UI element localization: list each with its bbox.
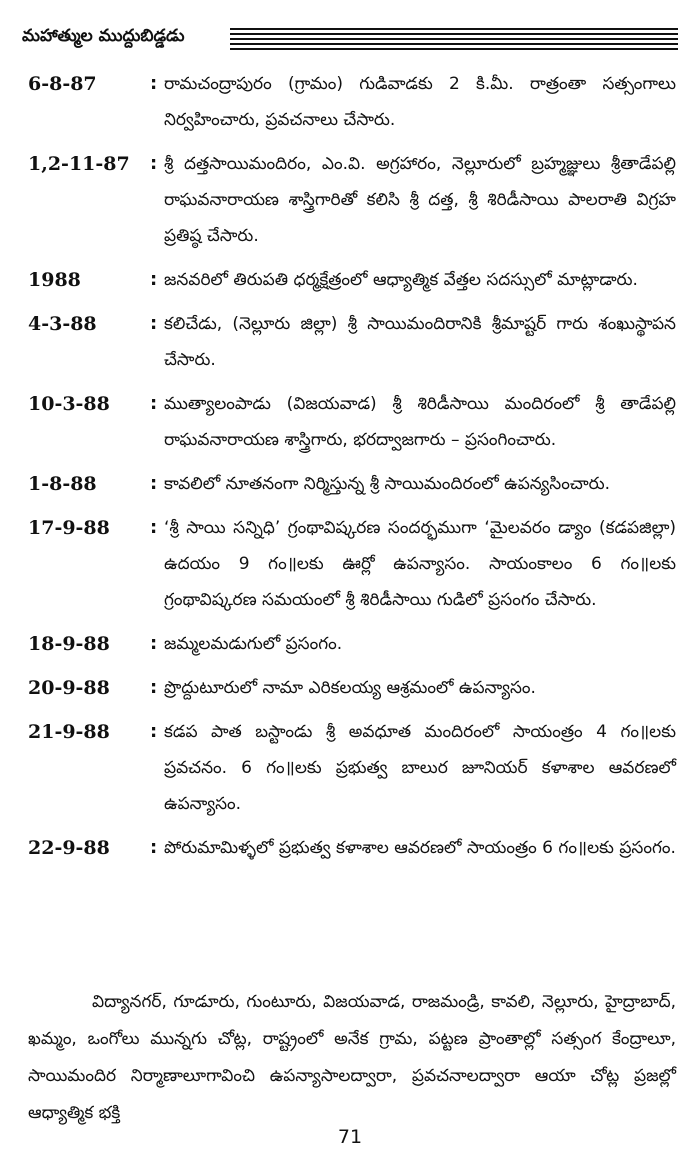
- header-rule-lines: [230, 28, 678, 52]
- entry-separator: :: [150, 633, 158, 654]
- entry-text: కావలిలో నూతనంగా నిర్మిస్తున్న శ్రీ సాయిమందిరంలో ఉపన్యసించారు.: [164, 474, 610, 494]
- entry-separator: :: [150, 677, 158, 698]
- running-header-title: మహాత్ముల ముద్దుబిడ్డడు: [22, 26, 185, 46]
- entry-text: కడప పాత బస్టాండు శ్రీ అవధూత మందిరంలో సాయంత్రం 4 గం॥లకు ప్రవచనం. 6 గం॥లకు ప్రభుత్వ బాలుర జూనియర్ కళాశాల ఆవరణలో ఉపన్యాసం.: [164, 722, 676, 814]
- chronology-entry: [28, 626, 676, 662]
- entry-date: 1988: [28, 269, 81, 291]
- entry-date: 17-9-88: [28, 517, 110, 539]
- entry-text: కలిచేడు, (నెల్లూరు జిల్లా) శ్రీ సాయిమందిరానికి శ్రీమాష్టర్ గారు శంఖుస్థాపన చేసారు.: [164, 314, 676, 370]
- entry-separator: :: [150, 153, 158, 174]
- chronology-list: [28, 66, 676, 874]
- chronology-entry: [28, 386, 676, 458]
- entry-text: శ్రీ దత్తసాయిమందిరం, ఎం.వి. అగ్రహారం, నెల్లూరులో బ్రహ్మజ్ఞులు శ్రీతాడేపల్లి రాఘవనారాయణ శాస్త్రిగారితో కలిసి శ్రీ దత్త, శ్రీ శిరిడీసాయి పాలరాతి విగ్రహ ప్రతిష్ఠ చేసారు.: [164, 154, 676, 246]
- chronology-entry: [28, 714, 676, 822]
- chronology-entry: [28, 306, 676, 378]
- entry-date: 4-3-88: [28, 313, 97, 335]
- entry-date: 1-8-88: [28, 473, 97, 495]
- entry-separator: :: [150, 313, 158, 334]
- body-paragraph: విద్యానగర్, గూడూరు, గుంటూరు, విజయవాడ, రాజమండ్రి, కావలి, నెల్లూరు, హైద్రాబాద్, ఖమ్మం, ఒంగోలు మున్నగు చోట్ల, రాష్ట్రంలో అనేక గ్రామ, పట్టణ ప్రాంతాల్లో సత్సంగ కేంద్రాలూ, సాయిమందిర నిర్మాణాలూగావించి ఉపన్యాసాలద్వారా, ప్రవచనాలద్వారా ఆయా చోట్ల ప్రజల్లో ఆధ్యాత్మిక భక్తి: [28, 992, 676, 1123]
- entry-text: ప్రొద్దుటూరులో నామా ఎరికలయ్య ఆశ్రమంలో ఉపన్యాసం.: [164, 678, 536, 698]
- entry-separator: :: [150, 473, 158, 494]
- page-number: 71: [337, 1126, 363, 1148]
- chronology-entry: [28, 146, 676, 254]
- entry-date: 6-8-87: [28, 73, 97, 95]
- entry-date: 10-3-88: [28, 393, 110, 415]
- entry-text: జనవరిలో తిరుపతి ధర్మక్షేత్రంలో ఆధ్యాత్మిక వేత్తల సదస్సులో మాట్లాడారు.: [164, 270, 638, 290]
- entry-text: ముత్యాలంపాడు (విజయవాడ) శ్రీ శిరిడీసాయి మందిరంలో శ్రీ తాడేపల్లి రాఘవనారాయణ శాస్త్రిగారు, భరద్వాజగారు – ప్రసంగించారు.: [164, 394, 676, 450]
- entry-separator: :: [150, 269, 158, 290]
- entry-separator: :: [150, 837, 158, 858]
- entry-date: 1,2-11-87: [28, 153, 130, 175]
- entry-date: 20-9-88: [28, 677, 110, 699]
- entry-text: పోరుమామిళ్ళలో ప్రభుత్వ కళాశాల ఆవరణలో సాయంత్రం 6 గం॥లకు ప్రసంగం.: [164, 838, 676, 858]
- chronology-entry: [28, 670, 676, 706]
- chronology-entry: [28, 66, 676, 138]
- entry-date: 22-9-88: [28, 837, 110, 859]
- entry-separator: :: [150, 721, 158, 742]
- entry-text: ‘శ్రీ సాయి సన్నిధి’ గ్రంథావిష్కరణ సందర్భముగా ‘మైలవరం డ్యాం (కడపజిల్లా) ఉదయం 9 గం॥లకు ఊర్లో ఉపన్యాసం. సాయంకాలం 6 గం॥లకు గ్రంథావిష్కరణ సమయంలో శ్రీ శిరిడీసాయి గుడిలో ప్రసంగం చేసారు.: [164, 518, 676, 610]
- entry-date: 21-9-88: [28, 721, 110, 743]
- entry-text: జమ్మలమడుగులో ప్రసంగం.: [164, 634, 343, 654]
- chronology-entry: [28, 510, 676, 618]
- chronology-entry: [28, 466, 676, 502]
- entry-separator: :: [150, 73, 158, 94]
- entry-separator: :: [150, 393, 158, 414]
- entry-text: రామచంద్రాపురం (గ్రామం) గుడివాడకు 2 కి.మీ. రాత్రంతా సత్సంగాలు నిర్వహించారు, ప్రవచనాలు చేసారు.: [164, 74, 676, 130]
- entry-date: 18-9-88: [28, 633, 110, 655]
- chronology-entry: [28, 262, 676, 298]
- chronology-entry: [28, 830, 676, 866]
- running-header: [22, 18, 678, 52]
- entry-separator: :: [150, 517, 158, 538]
